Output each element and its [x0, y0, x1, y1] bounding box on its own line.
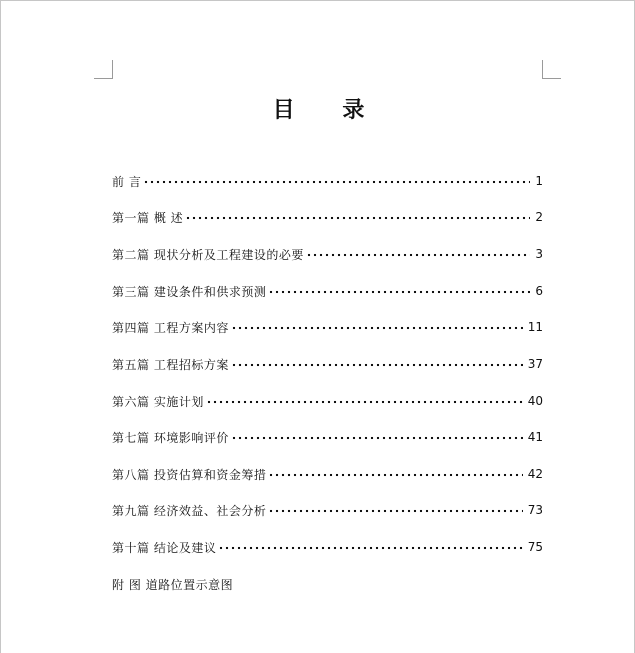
- toc-entry[interactable]: [112, 355, 543, 373]
- top-right-crop-mark: [542, 60, 561, 79]
- top-left-crop-mark: [94, 60, 113, 79]
- toc-entry-appendix[interactable]: [112, 575, 543, 593]
- toc-dot-leader: [218, 546, 522, 550]
- toc-entry[interactable]: [112, 172, 543, 190]
- toc-dot-leader: [185, 216, 530, 220]
- toc-entry-label: 第四篇 工程方案内容: [112, 320, 229, 335]
- toc-entry-page: 41: [527, 430, 543, 444]
- toc-entry-page: 73: [527, 503, 543, 517]
- toc-entry[interactable]: [112, 465, 543, 483]
- toc-entry-label: 第三篇 建设条件和供求预测: [112, 284, 267, 299]
- toc-dot-leader: [143, 180, 530, 184]
- toc-entry-label: 第一篇 概 述: [112, 210, 184, 225]
- toc-entry-page: 2: [535, 210, 543, 224]
- toc-entry-label: 附 图 道路位置示意图: [112, 577, 234, 592]
- toc-entry-page: 3: [535, 247, 543, 261]
- toc-entry[interactable]: [112, 282, 543, 300]
- toc-dot-leader: [231, 436, 523, 440]
- toc-entry-page: 40: [527, 394, 543, 408]
- toc-dot-leader: [306, 253, 531, 257]
- toc-entry-page: 11: [527, 320, 543, 334]
- toc-entry-label: 第六篇 实施计划: [112, 394, 204, 409]
- toc-entry-label: 第八篇 投资估算和资金筹措: [112, 467, 267, 482]
- toc-entry-page: 1: [535, 174, 543, 188]
- toc-dot-leader: [268, 509, 522, 513]
- toc-entry-page: 75: [527, 540, 543, 554]
- toc-entry[interactable]: [112, 318, 543, 336]
- toc-dot-leader: [268, 473, 522, 477]
- toc-entry-page: 6: [535, 284, 543, 298]
- toc-entry-label: 第二篇 现状分析及工程建设的必要: [112, 247, 304, 262]
- toc-entry[interactable]: [112, 245, 543, 263]
- toc-entry-label: 第五篇 工程招标方案: [112, 357, 229, 372]
- toc-dot-leader: [231, 363, 523, 367]
- toc-entry-page: 42: [527, 467, 543, 481]
- toc-entry-label: 第十篇 结论及建议: [112, 540, 217, 555]
- toc-entry[interactable]: [112, 428, 543, 446]
- toc-entry-label: 前 言: [112, 174, 142, 189]
- page-title: 目 录: [272, 98, 385, 123]
- toc-dot-leader: [231, 326, 523, 330]
- toc-entry-label: 第七篇 环境影响评价: [112, 430, 229, 445]
- toc-entry-page: 37: [527, 357, 543, 371]
- toc-entry[interactable]: [112, 538, 543, 556]
- toc-entry-label: 第九篇 经济效益、社会分析: [112, 503, 267, 518]
- toc-dot-leader: [206, 400, 523, 404]
- toc-entry[interactable]: [112, 208, 543, 226]
- toc-entry[interactable]: [112, 501, 543, 519]
- toc-entry[interactable]: [112, 392, 543, 410]
- toc-dot-leader: [268, 290, 530, 294]
